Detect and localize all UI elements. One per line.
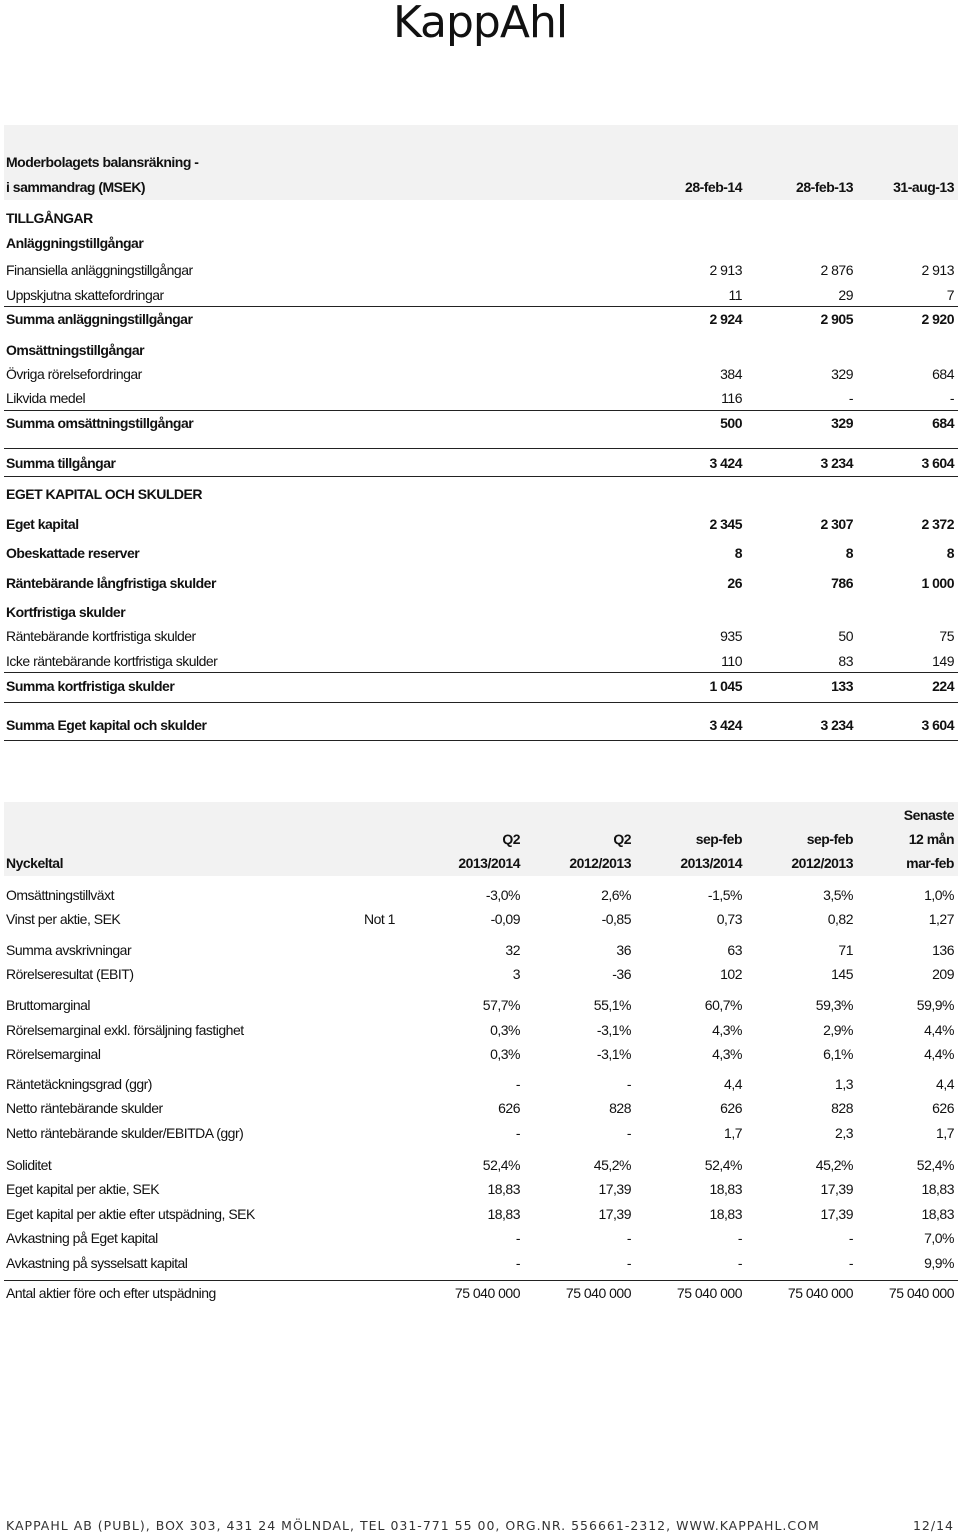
row-label: Räntebärande långfristiga skulder <box>6 575 216 591</box>
cell: 60,7% <box>704 997 742 1013</box>
row-label: Likvida medel <box>6 390 86 406</box>
cell: 116 <box>721 390 742 406</box>
table-row <box>0 1042 960 1066</box>
divider <box>4 702 958 703</box>
cell: -36 <box>612 966 631 982</box>
cell: -3,1% <box>596 1022 631 1038</box>
cell: 7,0% <box>924 1230 954 1246</box>
cell: 2,3 <box>835 1125 853 1141</box>
cell: 3 234 <box>820 717 853 733</box>
table-row <box>0 624 960 648</box>
section-anlaggning <box>0 231 960 255</box>
row-label: Kortfristiga skulder <box>6 604 126 620</box>
row-label: Avkastning på sysselsatt kapital <box>6 1255 188 1271</box>
cell: 17,39 <box>820 1181 853 1197</box>
nyckeltal-title: Nyckeltal <box>6 855 63 871</box>
cell: 75 040 000 <box>454 1285 520 1301</box>
cell: 29 <box>838 287 853 303</box>
table-row <box>0 649 960 673</box>
row-label: Eget kapital per aktie efter utspädning, SEK <box>6 1206 255 1222</box>
nyckeltal-header-line1 <box>0 803 960 827</box>
cell: 45,2% <box>815 1157 853 1173</box>
cell: 2,9% <box>823 1022 853 1038</box>
cell: 4,3% <box>712 1022 742 1038</box>
cell: 3 234 <box>820 455 853 471</box>
cell: 18,83 <box>709 1181 742 1197</box>
cell: 1,7 <box>936 1125 954 1141</box>
cell: 17,39 <box>598 1206 631 1222</box>
cell: 2 920 <box>921 311 954 327</box>
cell: 59,9% <box>916 997 954 1013</box>
col-header: Q2 <box>502 831 520 847</box>
table-row-total <box>0 713 960 737</box>
cell: - <box>949 390 954 406</box>
cell: 4,3% <box>712 1046 742 1062</box>
cell: 2 905 <box>820 311 853 327</box>
footer-address: KAPPAHL AB (PUBL), BOX 303, 431 24 MÖLNDAL, TEL 031-771 55 00, ORG.NR. 556661-2312, WWW.KAPPAHL.COM <box>6 1518 820 1533</box>
cell: 75 040 000 <box>888 1285 954 1301</box>
cell: 684 <box>932 366 954 382</box>
col-header: 2013/2014 <box>458 855 520 871</box>
col-header: 2012/2013 <box>791 855 853 871</box>
row-label: Omsättningstillgångar <box>6 342 145 358</box>
row-label: Netto räntebärande skulder <box>6 1100 163 1116</box>
table-row <box>0 962 960 986</box>
table-row <box>0 883 960 907</box>
cell: - <box>626 1076 631 1092</box>
cell: 17,39 <box>598 1181 631 1197</box>
table-row <box>0 993 960 1017</box>
cell: 2 913 <box>921 262 954 278</box>
kappahl-logo: KappAhl <box>392 0 568 48</box>
cell: 3 <box>512 966 520 982</box>
row-label: Summa avskrivningar <box>6 942 132 958</box>
cell: 3,5% <box>823 887 853 903</box>
table-row <box>0 1096 960 1120</box>
cell: -1,5% <box>707 887 742 903</box>
cell: - <box>515 1230 520 1246</box>
row-label: Rörelseresultat (EBIT) <box>6 966 134 982</box>
cell: 75 040 000 <box>565 1285 631 1301</box>
cell: 83 <box>838 653 853 669</box>
cell: 1 000 <box>921 575 954 591</box>
cell: 136 <box>932 942 954 958</box>
cell: 17,39 <box>820 1206 853 1222</box>
cell: - <box>515 1076 520 1092</box>
cell: 75 040 000 <box>676 1285 742 1301</box>
cell: 63 <box>727 942 742 958</box>
cell: - <box>626 1125 631 1141</box>
cell: 4,4% <box>924 1022 954 1038</box>
cell: 2 913 <box>709 262 742 278</box>
cell: 2 372 <box>921 516 954 532</box>
row-label: Icke räntebärande kortfristiga skulder <box>6 653 218 669</box>
section-tillgangar <box>0 206 960 230</box>
cell: 329 <box>831 415 853 431</box>
col-header: 2013/2014 <box>680 855 742 871</box>
cell: 2,6% <box>601 887 631 903</box>
row-label: Obeskattade reserver <box>6 545 140 561</box>
cell: 2 924 <box>709 311 742 327</box>
divider <box>4 740 958 741</box>
cell: 52,4% <box>916 1157 954 1173</box>
row-label: Avkastning på Eget kapital <box>6 1230 158 1246</box>
cell: 45,2% <box>593 1157 631 1173</box>
cell: 32 <box>505 942 520 958</box>
row-note: Not 1 <box>364 911 395 927</box>
cell: 3 424 <box>709 455 742 471</box>
row-label: EGET KAPITAL OCH SKULDER <box>6 486 202 502</box>
cell: 384 <box>720 366 742 382</box>
cell: 59,3% <box>815 997 853 1013</box>
cell: 18,83 <box>709 1206 742 1222</box>
cell: - <box>848 1230 853 1246</box>
table-row-sum <box>0 307 960 331</box>
cell: 18,83 <box>921 1181 954 1197</box>
row-label: Eget kapital <box>6 516 79 532</box>
cell: - <box>515 1125 520 1141</box>
table-row-sum <box>0 451 960 475</box>
cell: 1,0% <box>924 887 954 903</box>
balance-title: Moderbolagets balansräkning - <box>6 154 199 170</box>
divider <box>4 1280 958 1281</box>
row-label: Summa anläggningstillgångar <box>6 311 193 327</box>
cell: 75 040 000 <box>787 1285 853 1301</box>
cell: 145 <box>831 966 853 982</box>
table-row <box>0 1202 960 1226</box>
table-row <box>0 907 960 931</box>
cell: 209 <box>932 966 954 982</box>
cell: 0,73 <box>716 911 742 927</box>
table-row <box>0 938 960 962</box>
table-row-heading <box>0 338 960 362</box>
row-label: Rörelsemarginal <box>6 1046 101 1062</box>
cell: 3 604 <box>921 717 954 733</box>
cell: 4,4% <box>924 1046 954 1062</box>
cell: 11 <box>728 287 742 303</box>
cell: 2 345 <box>709 516 742 532</box>
cell: 828 <box>831 1100 853 1116</box>
divider <box>4 476 958 477</box>
cell: - <box>848 1255 853 1271</box>
cell: 7 <box>946 287 954 303</box>
cell: 626 <box>498 1100 520 1116</box>
table-row <box>0 1121 960 1145</box>
cell: 8 <box>946 545 954 561</box>
cell: 4,4 <box>724 1076 742 1092</box>
tillgangar-heading: TILLGÅNGAR <box>6 210 93 226</box>
table-row <box>0 1177 960 1201</box>
table-row <box>0 1251 960 1275</box>
cell: 52,4% <box>482 1157 520 1173</box>
cell: 18,83 <box>921 1206 954 1222</box>
cell: - <box>848 390 853 406</box>
col-header: Q2 <box>613 831 631 847</box>
cell: 57,7% <box>482 997 520 1013</box>
page-footer <box>6 1518 954 1534</box>
cell: - <box>626 1230 631 1246</box>
row-label: Netto räntebärande skulder/EBITDA (ggr) <box>6 1125 244 1141</box>
table-row <box>0 541 960 565</box>
row-label: Bruttomarginal <box>6 997 91 1013</box>
col-header-3: 31-aug-13 <box>893 179 954 195</box>
cell: 684 <box>932 415 954 431</box>
table-row <box>0 512 960 536</box>
row-label: Finansiella anläggningstillgångar <box>6 262 193 278</box>
cell: 935 <box>720 628 742 644</box>
balance-title-line2 <box>0 175 960 199</box>
row-label: Vinst per aktie, SEK <box>6 911 121 927</box>
table-row <box>0 1018 960 1042</box>
row-label: Räntebärande kortfristiga skulder <box>6 628 196 644</box>
table-row <box>0 386 960 410</box>
cell: - <box>737 1230 742 1246</box>
cell: 75 <box>939 628 954 644</box>
col-header: 12 mån <box>908 831 954 847</box>
table-row <box>0 1281 960 1305</box>
cell: 149 <box>932 653 954 669</box>
cell: 4,4 <box>936 1076 954 1092</box>
table-row <box>0 571 960 595</box>
cell: 133 <box>831 678 853 694</box>
cell: 9,9% <box>924 1255 954 1271</box>
row-label: Summa Eget kapital och skulder <box>6 717 207 733</box>
col-header: 2012/2013 <box>569 855 631 871</box>
table-row-heading <box>0 482 960 506</box>
cell: 1,27 <box>928 911 954 927</box>
cell: 2 876 <box>820 262 853 278</box>
divider <box>4 448 958 449</box>
table-row-heading <box>0 600 960 624</box>
row-label: Summa kortfristiga skulder <box>6 678 175 694</box>
anlaggning-heading: Anläggningstillgångar <box>6 235 144 251</box>
col-header: sep-feb <box>695 831 742 847</box>
page-number: 12/14 <box>912 1518 954 1533</box>
col-header: sep-feb <box>806 831 853 847</box>
cell: 1,7 <box>724 1125 742 1141</box>
cell: 8 <box>845 545 853 561</box>
cell: 18,83 <box>487 1181 520 1197</box>
cell: 3 424 <box>709 717 742 733</box>
cell: - <box>737 1255 742 1271</box>
row-label: Omsättningstillväxt <box>6 887 114 903</box>
cell: 102 <box>720 966 742 982</box>
col-header: Senaste <box>903 807 954 823</box>
cell: 50 <box>838 628 853 644</box>
cell: 626 <box>932 1100 954 1116</box>
cell: 0,3% <box>490 1046 520 1062</box>
cell: 0,3% <box>490 1022 520 1038</box>
table-row <box>0 1226 960 1250</box>
cell: 110 <box>721 653 742 669</box>
col-header-1: 28-feb-14 <box>685 179 742 195</box>
row-label: Antal aktier före och efter utspädning <box>6 1285 216 1301</box>
cell: 500 <box>720 415 742 431</box>
cell: 18,83 <box>487 1206 520 1222</box>
row-label: Summa omsättningstillgångar <box>6 415 194 431</box>
cell: -0,85 <box>601 911 631 927</box>
col-header: mar-feb <box>906 855 954 871</box>
cell: 8 <box>734 545 742 561</box>
cell: -3,0% <box>485 887 520 903</box>
cell: 6,1% <box>823 1046 853 1062</box>
cell: 55,1% <box>593 997 631 1013</box>
table-row <box>0 1153 960 1177</box>
cell: 1 045 <box>709 678 742 694</box>
nyckeltal-header-line3 <box>0 851 960 875</box>
cell: - <box>515 1255 520 1271</box>
divider <box>4 672 958 673</box>
cell: 36 <box>616 942 631 958</box>
cell: -0,09 <box>490 911 520 927</box>
row-label: Uppskjutna skattefordringar <box>6 287 164 303</box>
row-label: Summa tillgångar <box>6 455 116 471</box>
row-label: Eget kapital per aktie, SEK <box>6 1181 160 1197</box>
cell: 2 307 <box>820 516 853 532</box>
balance-title-line1 <box>0 150 960 174</box>
col-header-2: 28-feb-13 <box>796 179 853 195</box>
row-label: Soliditet <box>6 1157 52 1173</box>
table-row-sum <box>0 411 960 435</box>
balance-subtitle: i sammandrag (MSEK) <box>6 179 146 195</box>
cell: 329 <box>831 366 853 382</box>
cell: 3 604 <box>921 455 954 471</box>
row-label: Räntetäckningsgrad (ggr) <box>6 1076 152 1092</box>
cell: 786 <box>831 575 853 591</box>
cell: 1,3 <box>835 1076 853 1092</box>
nyckeltal-header-line2 <box>0 827 960 851</box>
cell: 828 <box>609 1100 631 1116</box>
table-row <box>0 1072 960 1096</box>
table-row <box>0 283 960 307</box>
cell: 71 <box>838 942 853 958</box>
cell: -3,1% <box>596 1046 631 1062</box>
table-row-sum <box>0 674 960 698</box>
cell: - <box>626 1255 631 1271</box>
row-label: Rörelsemarginal exkl. försäljning fastighet <box>6 1022 244 1038</box>
cell: 52,4% <box>704 1157 742 1173</box>
cell: 626 <box>720 1100 742 1116</box>
table-row <box>0 258 960 282</box>
cell: 26 <box>727 575 742 591</box>
table-row <box>0 362 960 386</box>
cell: 0,82 <box>827 911 853 927</box>
cell: 224 <box>932 678 954 694</box>
row-label: Övriga rörelsefordringar <box>6 366 142 382</box>
